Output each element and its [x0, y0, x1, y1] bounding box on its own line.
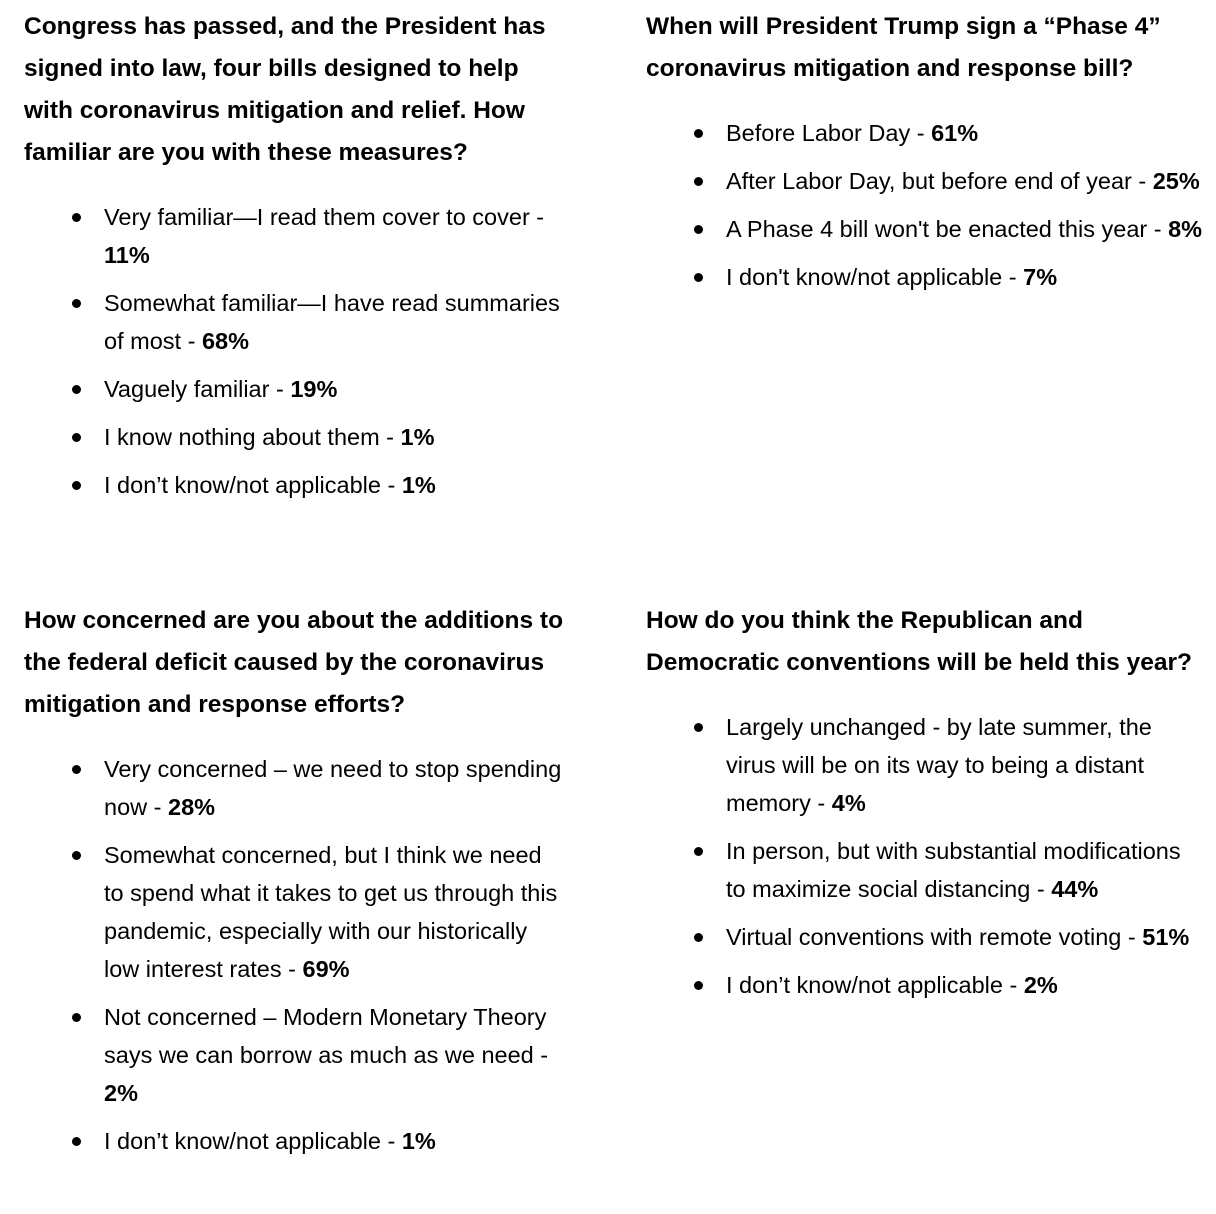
bullet-icon	[72, 299, 81, 308]
answer-list	[646, 114, 1206, 296]
question-familiarity	[24, 6, 564, 514]
answer-list	[646, 708, 1206, 1004]
option-label: Somewhat concerned, but I think we need to spend what it takes to get us through this pandemic, especially with our historically low interest rates -	[104, 842, 558, 982]
option-value: 2%	[104, 1080, 138, 1106]
option-value: 4%	[831, 790, 866, 816]
question-conventions	[646, 600, 1206, 1014]
option-label: Not concerned – Modern Monetary Theory says we can borrow as much as we need -	[104, 1004, 549, 1068]
option-label: I don't know/not applicable -	[726, 264, 1024, 290]
list-item	[646, 918, 1206, 956]
option-value: 2%	[1023, 972, 1058, 998]
bullet-icon	[694, 177, 703, 186]
question-title: How concerned are you about the additions to the federal deficit caused by the coronavirus mitigation and response efforts?	[24, 607, 564, 718]
question-title: Congress has passed, and the President has signed into law, four bills designed to help with coronavirus mitigation and relief. How familiar are you with these measures?	[24, 13, 546, 166]
option-value: 28%	[168, 794, 216, 820]
list-item	[646, 708, 1206, 822]
answer-list	[24, 198, 564, 504]
list-item	[646, 832, 1206, 908]
bullet-icon	[72, 481, 81, 490]
option-value: 1%	[401, 472, 436, 498]
option-value: 68%	[201, 328, 249, 354]
question-title: How do you think the Republican and Democratic conventions will be held this year?	[646, 607, 1192, 676]
bullet-icon	[694, 129, 703, 138]
option-value: 25%	[1152, 168, 1200, 194]
bullet-icon	[694, 225, 703, 234]
option-label: Before Labor Day -	[726, 120, 932, 146]
bullet-icon	[72, 213, 81, 222]
list-item	[24, 284, 564, 360]
bullet-icon	[72, 433, 81, 442]
option-value: 1%	[400, 424, 435, 450]
option-label: Largely unchanged - by late summer, the virus will be on its way to being a distant memory -	[726, 714, 1152, 816]
list-item	[24, 1122, 564, 1160]
bullet-icon	[694, 723, 703, 732]
question-phase4	[646, 6, 1206, 306]
option-label: I know nothing about them -	[104, 424, 401, 450]
list-item	[646, 162, 1206, 200]
bullet-icon	[694, 847, 703, 856]
bullet-icon	[72, 1137, 81, 1146]
list-item	[24, 750, 564, 826]
question-deficit	[24, 600, 564, 1170]
bullet-icon	[72, 385, 81, 394]
answer-list	[24, 750, 564, 1160]
list-item	[646, 966, 1206, 1004]
option-label: A Phase 4 bill won't be enacted this year -	[726, 216, 1169, 242]
option-label: Very familiar—I read them cover to cover -	[104, 204, 545, 230]
option-label: Virtual conventions with remote voting -	[726, 924, 1143, 950]
question-title: When will President Trump sign a “Phase 4” coronavirus mitigation and response bill?	[646, 13, 1161, 82]
option-value: 51%	[1142, 924, 1190, 950]
option-value: 11%	[104, 242, 150, 268]
option-value: 7%	[1023, 264, 1058, 290]
list-item	[24, 370, 564, 408]
list-item	[646, 114, 1206, 152]
list-item	[646, 210, 1206, 248]
bullet-icon	[72, 851, 81, 860]
option-label: After Labor Day, but before end of year -	[726, 168, 1153, 194]
bullet-icon	[694, 933, 703, 942]
list-item	[24, 836, 564, 988]
bullet-icon	[72, 1013, 81, 1022]
option-value: 44%	[1051, 876, 1099, 902]
option-value: 8%	[1168, 216, 1203, 242]
bullet-icon	[694, 981, 703, 990]
option-label: I don’t know/not applicable -	[726, 972, 1024, 998]
option-value: 19%	[290, 376, 338, 402]
list-item	[24, 418, 564, 456]
list-item	[24, 198, 564, 274]
list-item	[24, 466, 564, 504]
list-item	[646, 258, 1206, 296]
bullet-icon	[694, 273, 703, 282]
option-label: I don’t know/not applicable -	[104, 472, 402, 498]
option-label: I don’t know/not applicable -	[104, 1128, 402, 1154]
option-value: 1%	[401, 1128, 436, 1154]
option-value: 61%	[931, 120, 979, 146]
option-label: Somewhat familiar—I have read summaries of most -	[104, 290, 560, 354]
option-label: Vaguely familiar -	[104, 376, 291, 402]
option-value: 69%	[302, 956, 350, 982]
option-label: In person, but with substantial modifications to maximize social distancing -	[726, 838, 1181, 902]
option-label: Very concerned – we need to stop spending now -	[104, 756, 562, 820]
list-item	[24, 998, 564, 1112]
bullet-icon	[72, 765, 81, 774]
